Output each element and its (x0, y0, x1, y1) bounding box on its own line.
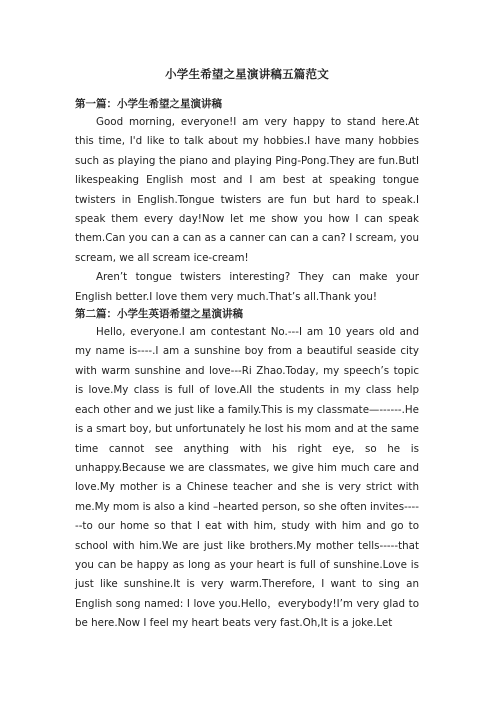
section-heading-1: 第一篇：小学生希望之星演讲稿 (75, 98, 222, 110)
document-page (75, 0, 419, 634)
section-heading-2: 第二篇：小学生英语希望之星演讲稿 (75, 308, 243, 321)
section-1-paragraph-1: Good morning, everyone!I am very happy to stand here.At this time, I'd like to talk about my hobbies.I have many hobbies such as playing the piano and playing Ping-Pong.They are fun.ButI likespeaking English most and I am best at speaking tongue twisters in English.Tongue twisters are fun but hard to speak.I speak them every day!Now let me show you how I can speak them.Can you can a can as a canner can can a can? I scream, you scream, we all scream ice-cream! (75, 116, 419, 264)
section-2-paragraph-1: Hello, everyone.I am contestant No.---I am 10 years old and my name is----.I am a sunshine boy from a beautiful seaside city with warm sunshine and love---Ri Zhao.Today, my speech’s topic is love.My class is full of love.All the students in my class help each other and we just like a family.This is my classmate—------.He is a smart boy, but unfortunately he lost his mom and at the same time cannot see anything with his right eye, so he is unhappy.Because we are classmates, we give him much care and love.My mother is a Chinese teacher and she is very strict with me.My mom is also a kind –hearted person, so she often invites------to our home so that I eat with him, study with him and go to school with him.We are just like brothers.My mother tells-----that you can be happy as long as your heart is full of sunshine.Love is just like sunshine.It is very warm.Therefore, I want to sing an English song named: I love you.Hello，everybody!I’m very glad to be here.Now I feel my heart beats very fast.Oh,It is a joke.Let (75, 326, 419, 630)
document-title: 小学生希望之星演讲稿五篇范文 (165, 67, 329, 81)
section-1-paragraph-2: Aren’t tongue twisters interesting? They can make your English better.I love them very much.That’s all.Thank you! (75, 271, 419, 303)
